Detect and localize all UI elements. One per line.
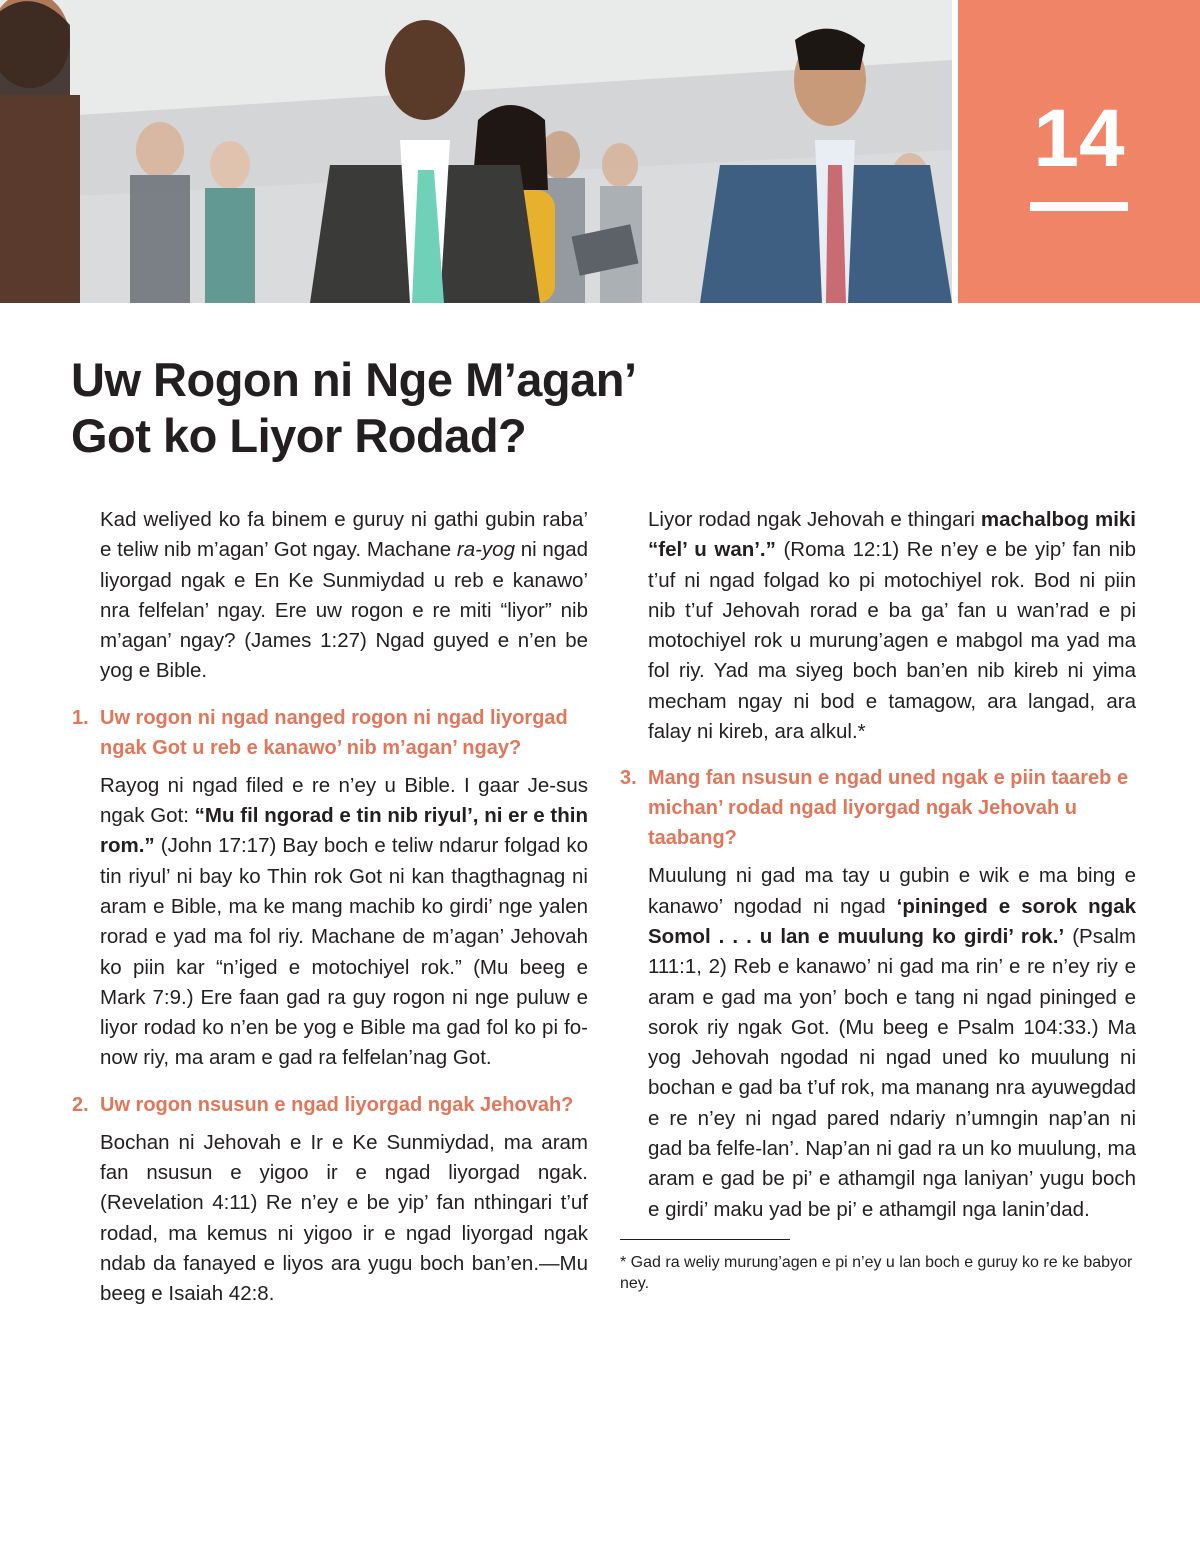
question-1-text: Uw rogon ni ngad nanged rogon ni ngad liyorgad ngak Got u reb e kanawo’ nib m’agan’ ngay? bbox=[100, 706, 568, 759]
left-column bbox=[72, 505, 588, 1310]
answer-3-paragraph bbox=[620, 861, 1136, 1225]
answer-1-paragraph bbox=[72, 771, 588, 1074]
answer-1-text-2: (John 17:17) Bay boch e teliw ndarur folgad ko tin riyul’ ni bay ko Thin rok Got ni kan thagthagnag ni aram e Bible, ma ke mang machib ko girdi’ nge yalen rorad e yad ma fol riy. Machane de m’agan’ Jehovah ko piin kar “n’iged e motochiyel rok.” (Mu beeg e Mark 7:9.) Ere faan gad ra guy rogon ni nge puluw e liyor rodad ko n’en be yog e Bible ma gad fol ko pi fo-now riy, ma aram e gad ra felfelan’nag Got. bbox=[100, 834, 588, 1070]
answer-3-bold: ‘pininged e sorok ngak Somol . . . u lan e muulung ko girdi’ rok.’ bbox=[648, 894, 1136, 948]
answer-2b-bold: machalbog miki “fel’ u wan’.” bbox=[648, 508, 1136, 562]
answer-2-continued-paragraph bbox=[620, 505, 1136, 747]
answer-2b-text-2: (Roma 12:1) Re n’ey e be yip’ fan nib t’uf ni ngad folgad ko pi motochiyel rok. Bod ni piin nib t’uf Jehovah rorad e ba ga’ fan u wan’rad e pi motochiyel rok u murung’agen e mabgol ma yad ma fol riy. Yad ma siyeg boch ban’en nib kireb ni yima mecham ngay ni bod e tamagow, ara langad, ara falay ni kireb, ara alkul.* bbox=[648, 538, 1136, 744]
page-title bbox=[71, 352, 637, 464]
header-photo bbox=[0, 0, 952, 303]
intro-text-2: ni ngad liyorgad ngak e En Ke Sunmiydad u reb e kanawo’ nra felfelan’ ngay. Ere uw rogon e re miti “liyor” nib m’agan’ ngay? (James 1:27) Ngad guyed e n’en be yog e Bible. bbox=[100, 538, 588, 683]
title-line-1: Uw Rogon ni Nge M’agan’ bbox=[71, 353, 637, 406]
question-3-text: Mang fan nsusun e ngad uned ngak e piin taareb e michan’ rodad ngad liyorgad ngak Jehovah u taabang? bbox=[648, 767, 1129, 850]
question-3-number: 3. bbox=[620, 767, 637, 790]
question-1-number: 1. bbox=[72, 706, 89, 729]
answer-1-bold: “Mu fil ngorad e tin nib riyul’, ni er e thin rom.” bbox=[100, 804, 588, 858]
answer-3-text-1: Muulung ni gad ma tay u gubin e wik e ma bing e kanawo’ ngodad ni ngad bbox=[648, 864, 1136, 918]
title-line-2: Got ko Liyor Rodad? bbox=[71, 409, 527, 462]
right-column bbox=[620, 505, 1136, 1294]
chapter-number: 14 bbox=[1033, 93, 1125, 184]
question-2-number: 2. bbox=[72, 1093, 89, 1116]
question-1 bbox=[72, 703, 588, 763]
footnote-divider bbox=[620, 1239, 790, 1240]
intro-italic: ra-yog bbox=[456, 538, 515, 562]
question-3 bbox=[620, 763, 1136, 853]
chapter-badge bbox=[958, 0, 1200, 303]
footnote: * Gad ra weliy murung’agen e pi n’ey u lan boch e guruy ko re ke babyor ney. bbox=[620, 1253, 1133, 1292]
answer-1-text-1: Rayog ni ngad filed e re n’ey u Bible. I gaar Je-sus ngak Got: bbox=[100, 773, 588, 828]
chapter-underline bbox=[1030, 202, 1128, 211]
answer-2-paragraph: Bochan ni Jehovah e Ir e Ke Sunmiydad, ma aram fan nsusun e yigoo ir e ngad liyorgad ngak. (Revelation 4:11) Re n’ey e be yip’ fan nthingari t’uf rodad, ma kemus ni yigoo ir e ngad liyorgad ngak ndab da fanayed e liyos ara yugu boch ban’en.—Mu beeg e Isaiah 42:8. bbox=[100, 1130, 588, 1306]
congregation-singing-image bbox=[0, 0, 952, 303]
intro-text-1: Kad weliyed ko fa binem e guruy ni gathi gubin raba’ e teliw nib m’agan’ Got ngay. Machane bbox=[100, 508, 588, 562]
answer-2b-text-1: Liyor rodad ngak Jehovah e thingari bbox=[648, 508, 981, 531]
question-2 bbox=[72, 1090, 588, 1120]
answer-3-text-2: (Psalm 111:1, 2) Reb e kanawo’ ni gad ma rin’ e re n’ey riy e aram e gad ma yon’ boch e tang ni ngad pininged e sorok riy ngak Got. (Mu beeg e Psalm 104:33.) Ma yog Jehovah ngodad ni ngad uned ko muulung ni bochan e gad ba t’uf rok, ma manang nra ayuwegdad e re n’ey ni ngad pared ndariy n’umngin nap’an ni gad ba felfe-lan’. Nap’an ni gad ra un ko muulung, ma aram e gad be pi’ e athamgil nga laniyan’ yugu boch e girdi’ maku yad be pi’ e athamgil nga lanin’dad. bbox=[648, 924, 1136, 1221]
question-2-text: Uw rogon nsusun e ngad liyorgad ngak Jehovah? bbox=[100, 1093, 574, 1116]
intro-paragraph bbox=[72, 505, 588, 687]
